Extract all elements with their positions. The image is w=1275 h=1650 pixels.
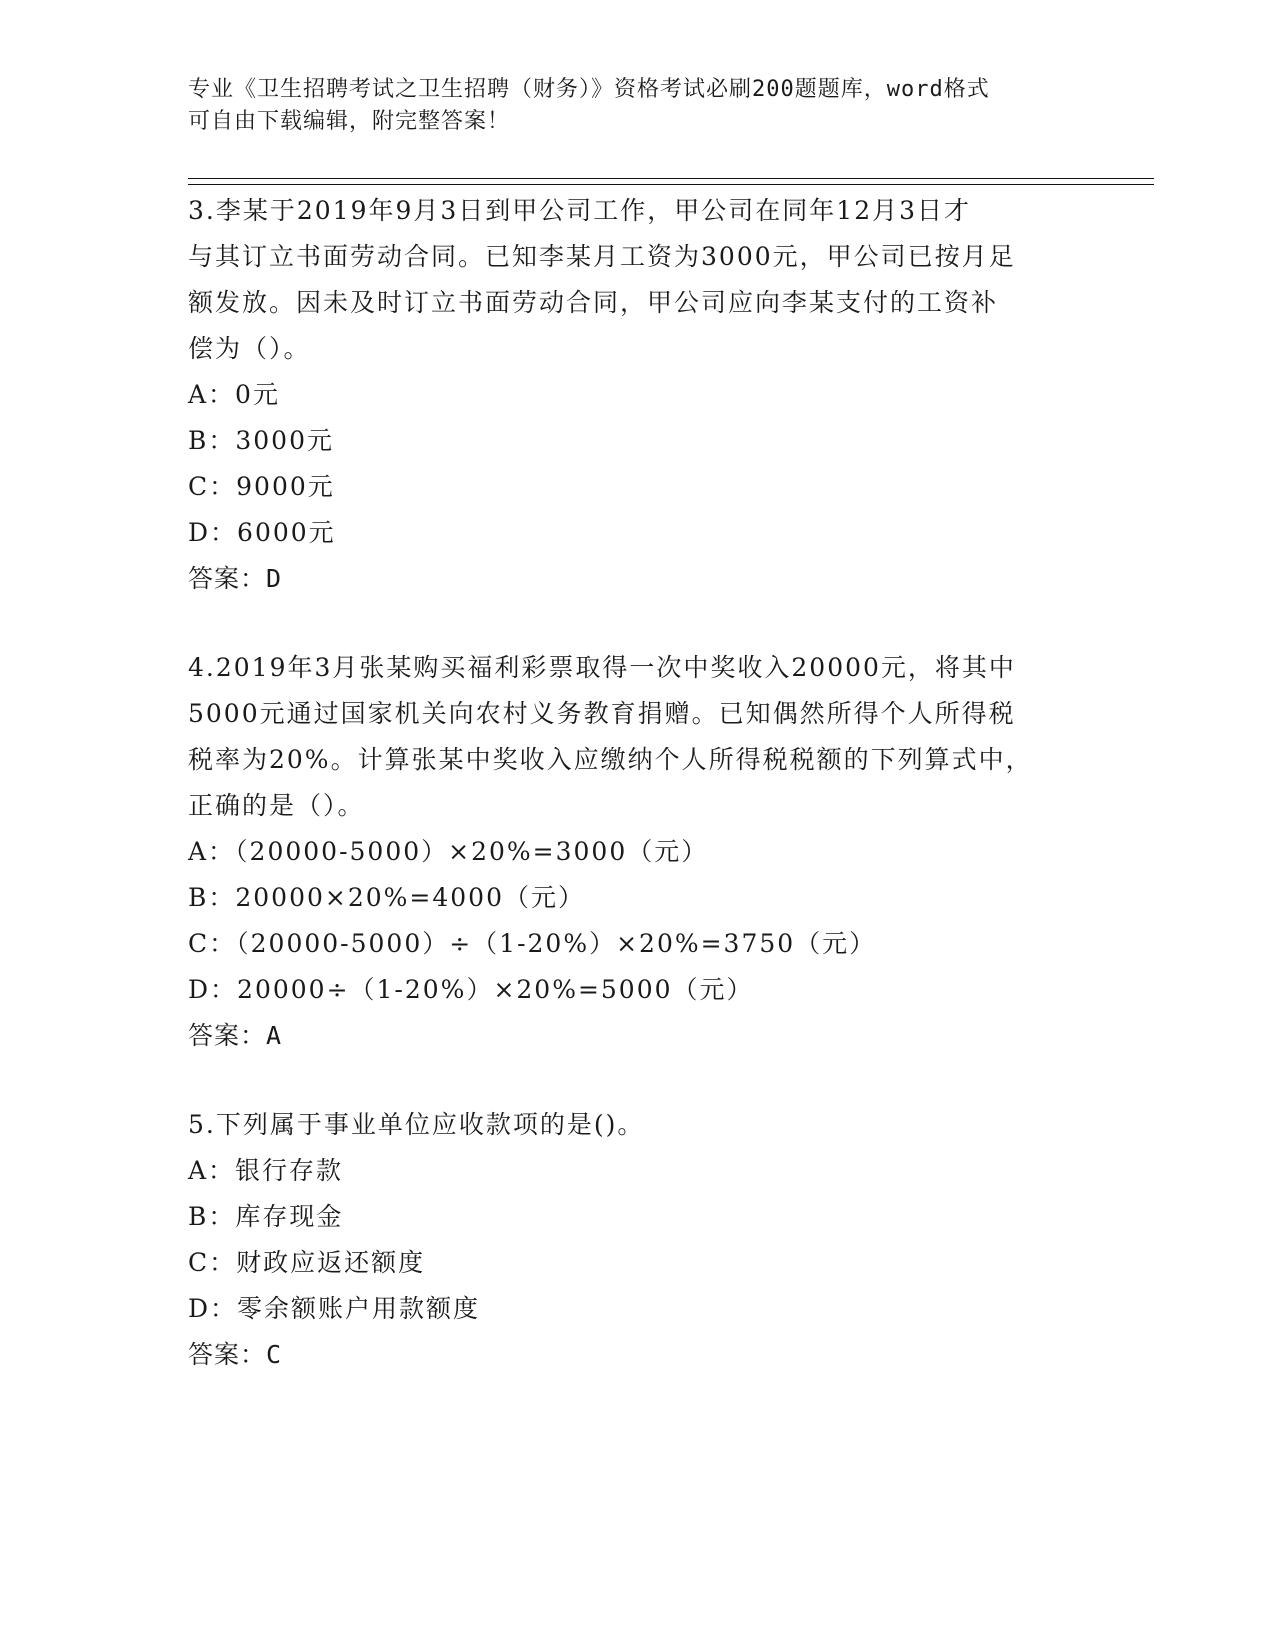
- option-b: B：库存现金: [188, 1202, 344, 1231]
- answer: 答案：D: [188, 564, 283, 593]
- option-a: A：0元: [188, 380, 280, 409]
- header-title-line-1: 专业《卫生招聘考试之卫生招聘（财务）》资格考试必刷200题题库，word格式: [188, 77, 990, 102]
- option-d: D：零余额账户用款额度: [188, 1294, 481, 1323]
- option-c: C：9000元: [188, 472, 335, 501]
- question-stem-line: 4.2019年3月张某购买福利彩票取得一次中奖收入20000元，将其中: [188, 653, 1016, 682]
- question-stem-line: 偿为（）。: [188, 334, 311, 363]
- option-a: A：（20000-5000）×20%=3000（元）: [188, 837, 709, 866]
- question-4: [188, 645, 1088, 1059]
- question-stem-line: 3.李某于2019年9月3日到甲公司工作，甲公司在同年12月3日才: [188, 196, 972, 225]
- question-stem-line: 正确的是（）。: [188, 791, 365, 820]
- question-5: [188, 1102, 1088, 1378]
- option-d: D：6000元: [188, 518, 336, 547]
- option-b: B：20000×20%=4000（元）: [188, 883, 585, 912]
- question-stem-line: 额发放。因未及时订立书面劳动合同，甲公司应向李某支付的工资补: [188, 288, 999, 317]
- header-title-line-2: 可自由下载编辑，附完整答案！: [188, 109, 511, 134]
- question-stem-line: 税率为20%。计算张某中奖收入应缴纳个人所得税税额的下列算式中，: [188, 745, 1033, 774]
- option-c: C：财政应返还额度: [188, 1248, 426, 1277]
- question-stem-line: 5.下列属于事业单位应收款项的是()。: [188, 1110, 645, 1139]
- header-divider-top: [188, 178, 1154, 179]
- option-d: D：20000÷（1-20%）×20%=5000（元）: [188, 975, 754, 1004]
- option-a: A：银行存款: [188, 1156, 344, 1185]
- question-3: [188, 188, 1088, 602]
- header-divider-bottom: [188, 184, 1154, 185]
- page-header: [188, 74, 1088, 138]
- question-stem-line: 5000元通过国家机关向农村义务教育捐赠。已知偶然所得个人所得税: [188, 699, 1016, 728]
- option-b: B：3000元: [188, 426, 334, 455]
- answer: 答案：A: [188, 1021, 283, 1050]
- answer: 答案：C: [188, 1340, 283, 1369]
- question-stem-line: 与其订立书面劳动合同。已知李某月工资为3000元，甲公司已按月足: [188, 242, 1016, 271]
- option-c: C：（20000-5000）÷（1-20%）×20%=3750（元）: [188, 929, 877, 958]
